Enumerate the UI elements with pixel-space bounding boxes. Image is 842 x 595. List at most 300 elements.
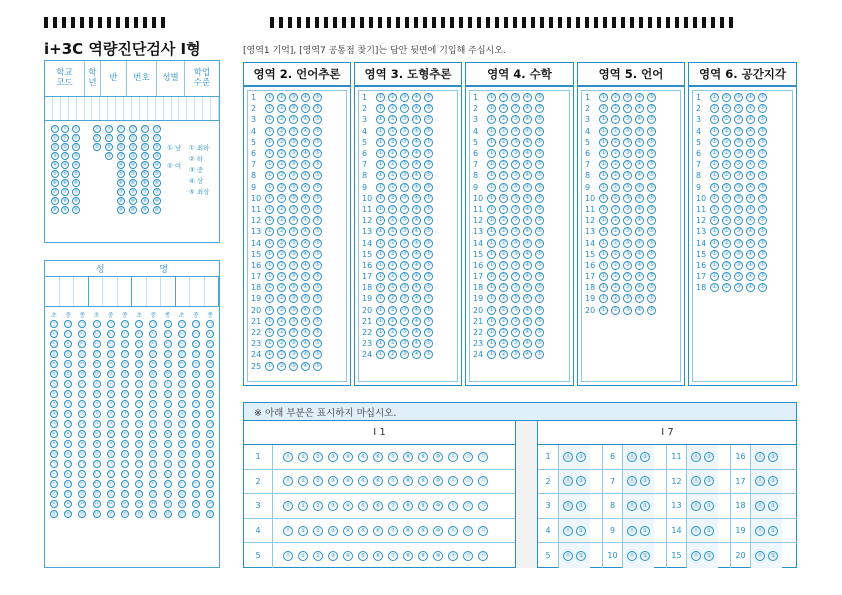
answer-bubble[interactable]: ① [265,93,274,102]
answer-bubble[interactable]: ① [599,205,608,214]
answer-bubble[interactable]: ② [277,283,286,292]
office-bubble[interactable]: ① [576,476,586,486]
answer-bubble[interactable]: ⑤ [535,171,544,180]
name-bubble[interactable]: ㉤ [193,501,199,507]
answer-bubble[interactable]: ① [710,104,719,113]
answer-bubble[interactable]: ⑤ [758,250,767,259]
answer-bubble[interactable]: ② [499,239,508,248]
name-bubble[interactable]: ㉥ [136,511,142,517]
name-bubble[interactable]: ㉠ [65,461,71,467]
office-bubble[interactable]: ⓪ [755,452,765,462]
office-bubble[interactable]: ⑧ [403,551,413,561]
name-bubble[interactable]: ㉡ [122,331,128,337]
name-bubble[interactable]: ㉥ [65,511,71,517]
answer-bubble[interactable]: ④ [301,350,310,359]
answer-bubble[interactable]: ③ [289,261,298,270]
name-bubble[interactable]: ㉠ [207,461,213,467]
office-bubble[interactable]: ④ [343,452,353,462]
name-bubble[interactable]: ㉨ [165,401,171,407]
answer-bubble[interactable]: ④ [412,183,421,192]
answer-bubble[interactable]: ③ [400,328,409,337]
name-bubble[interactable]: ㉥ [207,511,213,517]
answer-bubble[interactable]: ③ [511,227,520,236]
name-bubble[interactable]: ㉭ [179,451,185,457]
answer-bubble[interactable]: ④ [523,194,532,203]
office-bubble[interactable]: ② [313,526,323,536]
office-bubble[interactable]: ① [298,452,308,462]
answer-bubble[interactable]: ⑤ [647,115,656,124]
answer-bubble[interactable]: ③ [289,283,298,292]
name-bubble[interactable]: ㉣ [150,491,156,497]
answer-bubble[interactable]: ⑤ [758,93,767,102]
id-digit-bubble[interactable]: ① [118,135,124,141]
office-bubble[interactable]: ⓪ [627,501,637,511]
name-bubble[interactable]: ㉣ [136,491,142,497]
answer-bubble[interactable]: ① [265,194,274,203]
office-bubble[interactable]: ⑪ [448,551,458,561]
answer-bubble[interactable]: ④ [301,328,310,337]
name-bubble[interactable]: ㉥ [165,371,171,377]
answer-bubble[interactable]: ① [265,227,274,236]
name-bubble[interactable]: ㉢ [94,341,100,347]
answer-bubble[interactable]: ⑤ [535,227,544,236]
answer-bubble[interactable]: ④ [301,272,310,281]
name-bubble[interactable]: ㉪ [179,421,185,427]
answer-bubble[interactable]: ④ [301,317,310,326]
answer-bubble[interactable]: ② [388,127,397,136]
answer-bubble[interactable]: ② [277,294,286,303]
answer-bubble[interactable]: ⑤ [758,283,767,292]
office-bubble[interactable]: ⑦ [388,452,398,462]
answer-bubble[interactable]: ② [277,272,286,281]
answer-bubble[interactable]: ① [599,227,608,236]
office-bubble[interactable]: ⑥ [373,551,383,561]
name-bubble[interactable]: ㉢ [51,481,57,487]
answer-bubble[interactable]: ③ [400,317,409,326]
answer-bubble[interactable]: ② [722,171,731,180]
answer-bubble[interactable]: ① [265,115,274,124]
answer-bubble[interactable]: ② [277,138,286,147]
office-bubble[interactable]: ① [640,452,650,462]
name-bubble[interactable]: ㉠ [150,461,156,467]
name-bubble[interactable]: ㉫ [136,431,142,437]
answer-bubble[interactable]: ⑤ [758,194,767,203]
id-digit-bubble[interactable]: ⑨ [118,207,124,213]
name-bubble[interactable]: ㉣ [150,351,156,357]
name-bubble[interactable]: ㉬ [79,441,85,447]
answer-bubble[interactable]: ① [599,261,608,270]
answer-bubble[interactable]: ③ [289,127,298,136]
answer-bubble[interactable]: ④ [301,250,310,259]
answer-bubble[interactable]: ⑤ [647,239,656,248]
answer-bubble[interactable]: ③ [511,350,520,359]
name-bubble[interactable]: ㉭ [207,451,213,457]
answer-bubble[interactable]: ② [499,250,508,259]
name-bubble[interactable]: ㉤ [207,361,213,367]
name-bubble[interactable]: ㉫ [150,431,156,437]
name-bubble[interactable]: ㉩ [150,411,156,417]
answer-bubble[interactable]: ④ [523,339,532,348]
level-option[interactable]: ④ 상 [189,177,204,185]
answer-bubble[interactable]: ⑤ [313,194,322,203]
answer-bubble[interactable]: ③ [289,138,298,147]
answer-bubble[interactable]: ② [722,239,731,248]
answer-bubble[interactable]: ③ [734,183,743,192]
name-bubble[interactable]: ㉣ [65,491,71,497]
id-digit-bubble[interactable]: ⑥ [73,180,79,186]
answer-bubble[interactable]: ② [277,115,286,124]
answer-bubble[interactable]: ① [265,104,274,113]
id-digit-bubble[interactable]: ⑨ [52,207,58,213]
answer-bubble[interactable]: ③ [623,239,632,248]
answer-bubble[interactable]: ④ [412,194,421,203]
answer-bubble[interactable]: ③ [623,227,632,236]
answer-bubble[interactable]: ② [499,115,508,124]
answer-bubble[interactable]: ① [376,93,385,102]
answer-bubble[interactable]: ③ [623,294,632,303]
answer-bubble[interactable]: ⑤ [647,171,656,180]
answer-bubble[interactable]: ⑤ [424,93,433,102]
answer-bubble[interactable]: ⑤ [424,317,433,326]
answer-bubble[interactable]: ④ [523,250,532,259]
id-digit-bubble[interactable]: ⓪ [94,126,100,132]
answer-bubble[interactable]: ① [265,205,274,214]
answer-bubble[interactable]: ① [487,306,496,315]
answer-bubble[interactable]: ② [499,171,508,180]
answer-bubble[interactable]: ② [722,205,731,214]
answer-bubble[interactable]: ① [599,216,608,225]
answer-bubble[interactable]: ① [376,250,385,259]
office-bubble[interactable]: ④ [343,551,353,561]
id-digit-bubble[interactable]: ⑧ [118,198,124,204]
name-bubble[interactable]: ㉠ [165,461,171,467]
answer-bubble[interactable]: ⑤ [758,261,767,270]
answer-bubble[interactable]: ⑤ [535,350,544,359]
office-bubble[interactable]: ⑦ [388,526,398,536]
office-bubble[interactable]: ④ [343,501,353,511]
name-bubble[interactable]: ㉭ [51,451,57,457]
name-bubble[interactable]: ㉦ [65,381,71,387]
answer-bubble[interactable]: ④ [746,261,755,270]
name-bubble[interactable]: ㉤ [79,501,85,507]
answer-bubble[interactable]: ③ [623,216,632,225]
answer-bubble[interactable]: ③ [289,239,298,248]
answer-bubble[interactable]: ② [277,250,286,259]
name-bubble[interactable]: ㉩ [79,411,85,417]
answer-bubble[interactable]: ⑤ [647,183,656,192]
answer-bubble[interactable]: ⑤ [313,362,322,371]
answer-bubble[interactable]: ④ [523,127,532,136]
answer-bubble[interactable]: ③ [400,261,409,270]
id-digit-bubble[interactable]: ⑥ [142,180,148,186]
answer-bubble[interactable]: ② [388,306,397,315]
office-bubble[interactable]: ⓪ [283,551,293,561]
name-bubble[interactable]: ㉥ [165,511,171,517]
answer-bubble[interactable]: ⑤ [424,227,433,236]
answer-bubble[interactable]: ① [599,194,608,203]
answer-bubble[interactable]: ② [388,104,397,113]
answer-bubble[interactable]: ④ [635,239,644,248]
answer-bubble[interactable]: ① [376,239,385,248]
office-bubble[interactable]: ⑬ [478,476,488,486]
answer-bubble[interactable]: ④ [301,216,310,225]
answer-bubble[interactable]: ① [376,171,385,180]
answer-bubble[interactable]: ⑤ [313,250,322,259]
answer-bubble[interactable]: ④ [523,261,532,270]
answer-bubble[interactable]: ⑤ [424,127,433,136]
answer-bubble[interactable]: ② [277,339,286,348]
id-digit-bubble[interactable]: ⑦ [62,189,68,195]
name-bubble[interactable]: ㉧ [122,391,128,397]
answer-bubble[interactable]: ④ [635,205,644,214]
answer-bubble[interactable]: ④ [412,216,421,225]
answer-bubble[interactable]: ② [388,194,397,203]
name-bubble[interactable]: ㉨ [207,401,213,407]
office-bubble[interactable]: ① [576,526,586,536]
answer-bubble[interactable]: ② [388,93,397,102]
name-bubble[interactable]: ㉤ [207,501,213,507]
answer-bubble[interactable]: ① [710,227,719,236]
answer-bubble[interactable]: ② [499,350,508,359]
id-digit-bubble[interactable]: ⑤ [52,171,58,177]
name-bubble[interactable]: ㉫ [165,431,171,437]
answer-bubble[interactable]: ② [388,115,397,124]
answer-bubble[interactable]: ⑤ [313,339,322,348]
name-bubble[interactable]: ㉩ [65,411,71,417]
answer-bubble[interactable]: ③ [623,160,632,169]
answer-bubble[interactable]: ① [376,138,385,147]
answer-bubble[interactable]: ① [376,350,385,359]
answer-bubble[interactable]: ④ [301,127,310,136]
name-bubble[interactable]: ㉡ [51,331,57,337]
office-bubble[interactable]: ⓪ [563,476,573,486]
answer-bubble[interactable]: ⑤ [535,317,544,326]
office-bubble[interactable]: ⑨ [418,551,428,561]
answer-bubble[interactable]: ⑤ [313,283,322,292]
answer-bubble[interactable]: ② [499,294,508,303]
answer-bubble[interactable]: ⑤ [424,104,433,113]
answer-bubble[interactable]: ⑤ [313,328,322,337]
id-write-cell[interactable] [179,97,187,120]
answer-bubble[interactable]: ④ [412,93,421,102]
name-bubble[interactable]: ㉢ [165,481,171,487]
id-digit-bubble[interactable]: ⓪ [62,126,68,132]
answer-bubble[interactable]: ① [487,149,496,158]
answer-bubble[interactable]: ③ [511,93,520,102]
answer-bubble[interactable]: ② [499,227,508,236]
answer-bubble[interactable]: ④ [523,115,532,124]
id-digit-bubble[interactable]: ② [130,144,136,150]
answer-bubble[interactable]: ④ [523,171,532,180]
office-bubble[interactable]: ① [704,452,714,462]
answer-bubble[interactable]: ① [710,115,719,124]
name-bubble[interactable]: ㉠ [193,321,199,327]
answer-bubble[interactable]: ④ [746,93,755,102]
answer-bubble[interactable]: ③ [289,216,298,225]
id-digit-bubble[interactable]: ① [154,135,160,141]
office-bubble[interactable]: ① [640,551,650,561]
answer-bubble[interactable]: ① [376,216,385,225]
answer-bubble[interactable]: ② [611,138,620,147]
answer-bubble[interactable]: ② [611,93,620,102]
name-bubble[interactable]: ㉪ [165,421,171,427]
office-bubble[interactable]: ⑬ [478,452,488,462]
answer-bubble[interactable]: ⑤ [535,250,544,259]
answer-bubble[interactable]: ③ [734,250,743,259]
office-bubble[interactable]: ⓪ [755,501,765,511]
answer-bubble[interactable]: ① [599,272,608,281]
answer-bubble[interactable]: ④ [301,362,310,371]
answer-bubble[interactable]: ① [599,250,608,259]
answer-bubble[interactable]: ④ [412,149,421,158]
name-bubble[interactable]: ㉡ [108,331,114,337]
id-write-cell[interactable] [100,97,108,120]
answer-bubble[interactable]: ① [599,138,608,147]
answer-bubble[interactable]: ④ [412,127,421,136]
id-digit-bubble[interactable]: ① [142,135,148,141]
answer-bubble[interactable]: ① [710,283,719,292]
answer-bubble[interactable]: ① [265,138,274,147]
id-write-cell[interactable] [108,97,116,120]
answer-bubble[interactable]: ③ [400,160,409,169]
id-digit-bubble[interactable]: ⑨ [142,207,148,213]
answer-bubble[interactable]: ① [376,272,385,281]
id-write-cell[interactable] [116,97,124,120]
answer-bubble[interactable]: ② [388,171,397,180]
answer-bubble[interactable]: ③ [623,115,632,124]
answer-bubble[interactable]: ① [487,205,496,214]
answer-bubble[interactable]: ① [710,205,719,214]
name-bubble[interactable]: ㉭ [165,451,171,457]
name-bubble[interactable]: ㉫ [65,431,71,437]
office-bubble[interactable]: ⑪ [448,526,458,536]
answer-bubble[interactable]: ① [710,272,719,281]
answer-bubble[interactable]: ② [611,205,620,214]
answer-bubble[interactable]: ② [388,261,397,270]
answer-bubble[interactable]: ② [722,194,731,203]
answer-bubble[interactable]: ① [265,160,274,169]
id-digit-bubble[interactable]: ⓪ [118,126,124,132]
answer-bubble[interactable]: ② [722,261,731,270]
answer-bubble[interactable]: ③ [400,171,409,180]
name-bubble[interactable]: ㉢ [65,341,71,347]
office-bubble[interactable]: ⑧ [403,501,413,511]
answer-bubble[interactable]: ⑤ [313,93,322,102]
name-bubble[interactable]: ㉢ [122,341,128,347]
id-digit-bubble[interactable]: ② [118,144,124,150]
id-write-cell[interactable] [148,97,156,120]
name-bubble[interactable]: ㉧ [108,391,114,397]
answer-bubble[interactable]: ③ [623,261,632,270]
answer-bubble[interactable]: ② [277,171,286,180]
name-bubble[interactable]: ㉠ [51,461,57,467]
answer-bubble[interactable]: ④ [523,160,532,169]
answer-bubble[interactable]: ④ [523,149,532,158]
name-bubble[interactable]: ㉤ [165,501,171,507]
answer-bubble[interactable]: ① [265,250,274,259]
name-bubble[interactable]: ㉪ [108,421,114,427]
name-bubble[interactable]: ㉢ [150,341,156,347]
office-bubble[interactable]: ⑪ [448,476,458,486]
answer-bubble[interactable]: ④ [635,183,644,192]
answer-bubble[interactable]: ③ [400,306,409,315]
answer-bubble[interactable]: ③ [400,339,409,348]
answer-bubble[interactable]: ⑤ [313,104,322,113]
answer-bubble[interactable]: ⑤ [647,294,656,303]
answer-bubble[interactable]: ① [710,127,719,136]
name-bubble[interactable]: ㉫ [207,431,213,437]
answer-bubble[interactable]: ④ [746,127,755,136]
id-digit-bubble[interactable]: ④ [73,162,79,168]
office-bubble[interactable]: ⑥ [373,452,383,462]
name-bubble[interactable]: ㉢ [94,481,100,487]
name-bubble[interactable]: ㉣ [79,351,85,357]
office-bubble[interactable]: ⓪ [563,551,573,561]
answer-bubble[interactable]: ② [499,138,508,147]
answer-bubble[interactable]: ② [388,138,397,147]
id-digit-bubble[interactable]: ② [94,144,100,150]
office-bubble[interactable]: ⓪ [563,452,573,462]
answer-bubble[interactable]: ③ [400,350,409,359]
name-bubble[interactable]: ㉢ [165,341,171,347]
name-bubble[interactable]: ㉡ [165,471,171,477]
answer-bubble[interactable]: ② [611,294,620,303]
answer-bubble[interactable]: ⑤ [313,183,322,192]
name-bubble[interactable]: ㉦ [122,381,128,387]
answer-bubble[interactable]: ④ [412,283,421,292]
name-bubble[interactable]: ㉤ [79,361,85,367]
answer-bubble[interactable]: ⑤ [535,339,544,348]
answer-bubble[interactable]: ③ [289,227,298,236]
answer-bubble[interactable]: ④ [746,104,755,113]
answer-bubble[interactable]: ③ [400,127,409,136]
name-bubble[interactable]: ㉬ [193,441,199,447]
name-bubble[interactable]: ㉥ [108,511,114,517]
id-write-cell[interactable] [124,97,132,120]
answer-bubble[interactable]: ① [265,127,274,136]
answer-bubble[interactable]: ③ [734,160,743,169]
answer-bubble[interactable]: ② [722,250,731,259]
answer-bubble[interactable]: ① [599,306,608,315]
answer-bubble[interactable]: ② [388,160,397,169]
answer-bubble[interactable]: ⑤ [424,250,433,259]
name-bubble[interactable]: ㉡ [179,471,185,477]
name-bubble[interactable]: ㉬ [136,441,142,447]
name-bubble[interactable]: ㉪ [136,421,142,427]
answer-bubble[interactable]: ② [277,194,286,203]
name-bubble[interactable]: ㉭ [150,451,156,457]
office-bubble[interactable]: ⓪ [563,501,573,511]
answer-bubble[interactable]: ① [710,250,719,259]
name-bubble[interactable]: ㉢ [179,481,185,487]
answer-bubble[interactable]: ① [487,328,496,337]
name-bubble[interactable]: ㉬ [150,441,156,447]
name-bubble[interactable]: ㉨ [122,401,128,407]
name-bubble[interactable]: ㉫ [79,431,85,437]
answer-bubble[interactable]: ③ [734,127,743,136]
id-digit-bubble[interactable]: ⑦ [73,189,79,195]
name-bubble[interactable]: ㉣ [193,491,199,497]
answer-bubble[interactable]: ② [388,317,397,326]
name-bubble[interactable]: ㉢ [122,481,128,487]
answer-bubble[interactable]: ⑤ [424,306,433,315]
name-bubble[interactable]: ㉤ [179,361,185,367]
answer-bubble[interactable]: ⑤ [647,138,656,147]
answer-bubble[interactable]: ② [499,205,508,214]
name-bubble[interactable]: ㉠ [136,321,142,327]
answer-bubble[interactable]: ③ [511,138,520,147]
answer-bubble[interactable]: ⑤ [424,350,433,359]
